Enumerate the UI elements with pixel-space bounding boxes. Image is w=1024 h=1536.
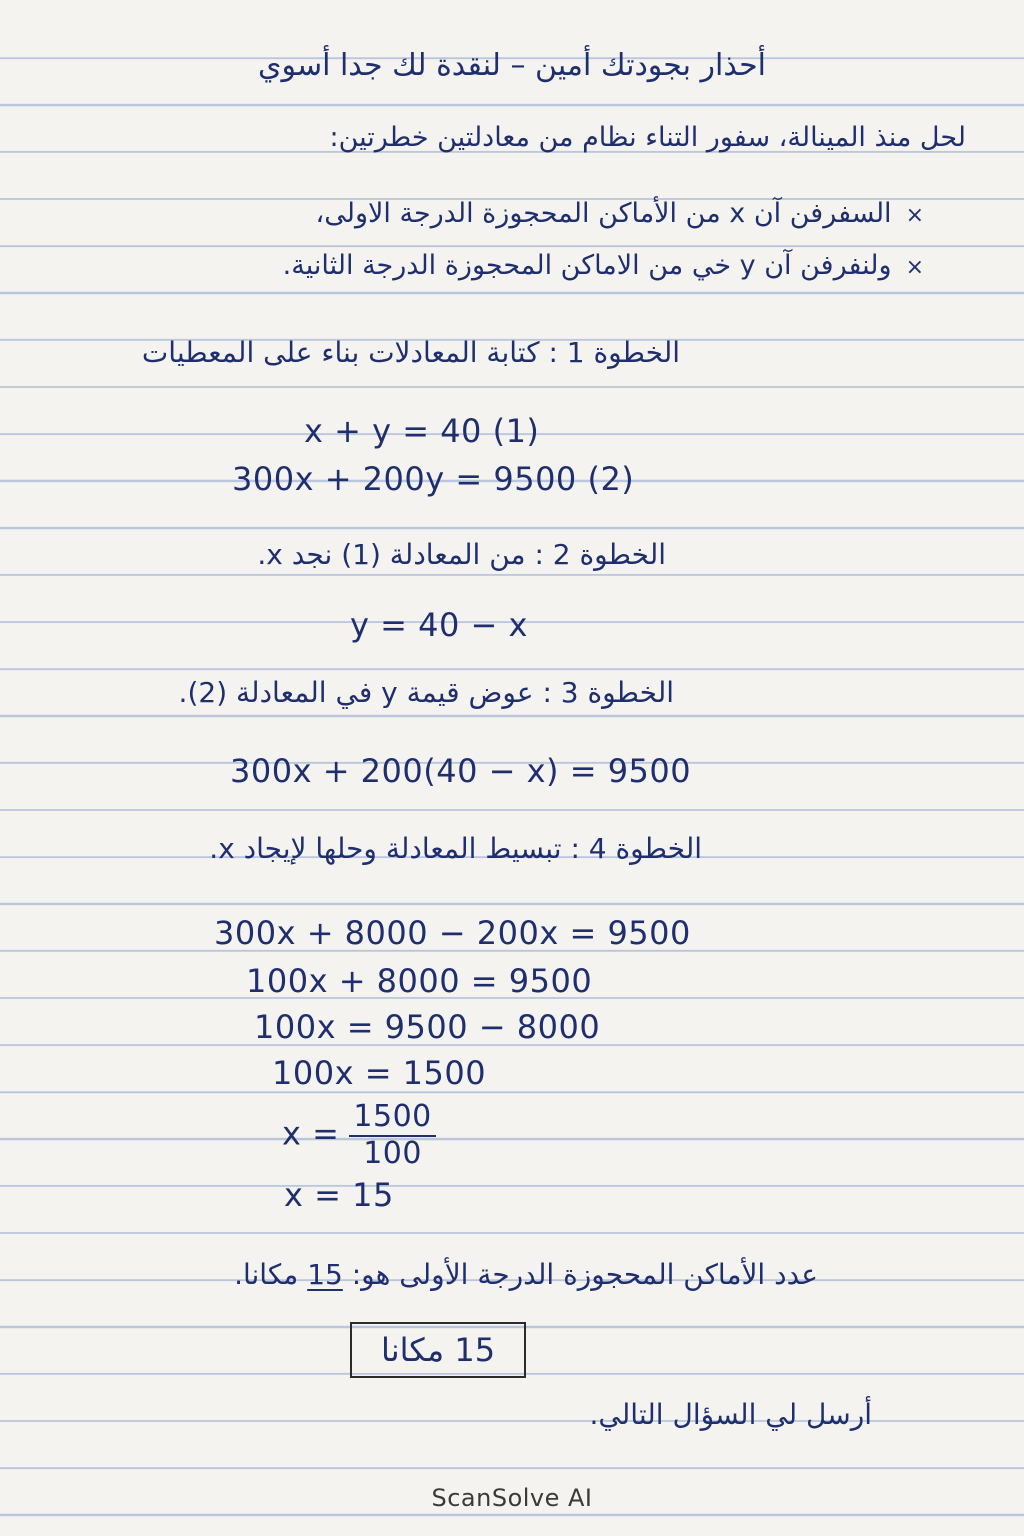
watermark: ScanSolve AI: [431, 1484, 593, 1512]
fraction-denominator: 100: [363, 1135, 422, 1171]
intro-text: لحل منذ المينالة، سفور التناء نظام من معادلتين خطرتين:: [329, 122, 966, 153]
equation-4: 300x + 200(40 − x) = 9500: [230, 752, 692, 790]
equation-final: x = 15: [284, 1176, 394, 1214]
answer-box: [350, 1322, 526, 1378]
closing-text: أرسل لي السؤال التالي.: [589, 1398, 872, 1431]
equation-1: x + y = 40 (1): [304, 412, 540, 450]
equation-fraction: [282, 1100, 436, 1171]
equation-6: 100x + 8000 = 9500: [246, 962, 593, 1000]
bullet-item-x: [316, 198, 925, 229]
fraction: [349, 1100, 435, 1171]
step-3-heading: الخطوة 3 : عوض قيمة y في المعادلة (2).: [178, 676, 674, 709]
bullet-mark-icon: ×: [905, 203, 924, 228]
step-4-heading: الخطوة 4 : تبسيط المعادلة وحلها لإيجاد x.: [209, 832, 702, 865]
page-title: أحذار بجودتك أمين – لنقدة لك جدا أسوي: [257, 48, 767, 83]
bullet-text-y: ولنفرفن آن y خي من الاماكن المحجوزة الدرجة الثانية.: [282, 250, 892, 281]
equation-3: y = 40 − x: [350, 606, 528, 644]
result-text-before: عدد الأماكن المحجوزة الدرجة الأولى هو:: [351, 1258, 818, 1291]
result-value: 15: [307, 1258, 343, 1291]
answer-box-text: 15 مكانا: [380, 1331, 496, 1369]
fraction-numerator: 1500: [349, 1100, 435, 1137]
step-1-heading: الخطوة 1 : كتابة المعادلات بناء على المعطيات: [141, 336, 680, 369]
bullet-mark-icon: ×: [905, 255, 924, 280]
equation-7: 100x = 9500 − 8000: [254, 1008, 601, 1046]
result-text-after: مكانا.: [234, 1258, 299, 1291]
step-2-heading: الخطوة 2 : من المعادلة (1) نجد x.: [257, 538, 666, 571]
equation-8: 100x = 1500: [272, 1054, 487, 1092]
bullet-item-y: [283, 250, 924, 281]
equation-2: 300x + 200y = 9500 (2): [232, 460, 635, 498]
equation-5: 300x + 8000 − 200x = 9500: [214, 914, 691, 952]
result-sentence: [234, 1258, 818, 1291]
bullet-text-x: السفرفن آن x من الأماكن المحجوزة الدرجة الاولى،: [315, 198, 892, 229]
fraction-lhs: x =: [282, 1114, 340, 1153]
